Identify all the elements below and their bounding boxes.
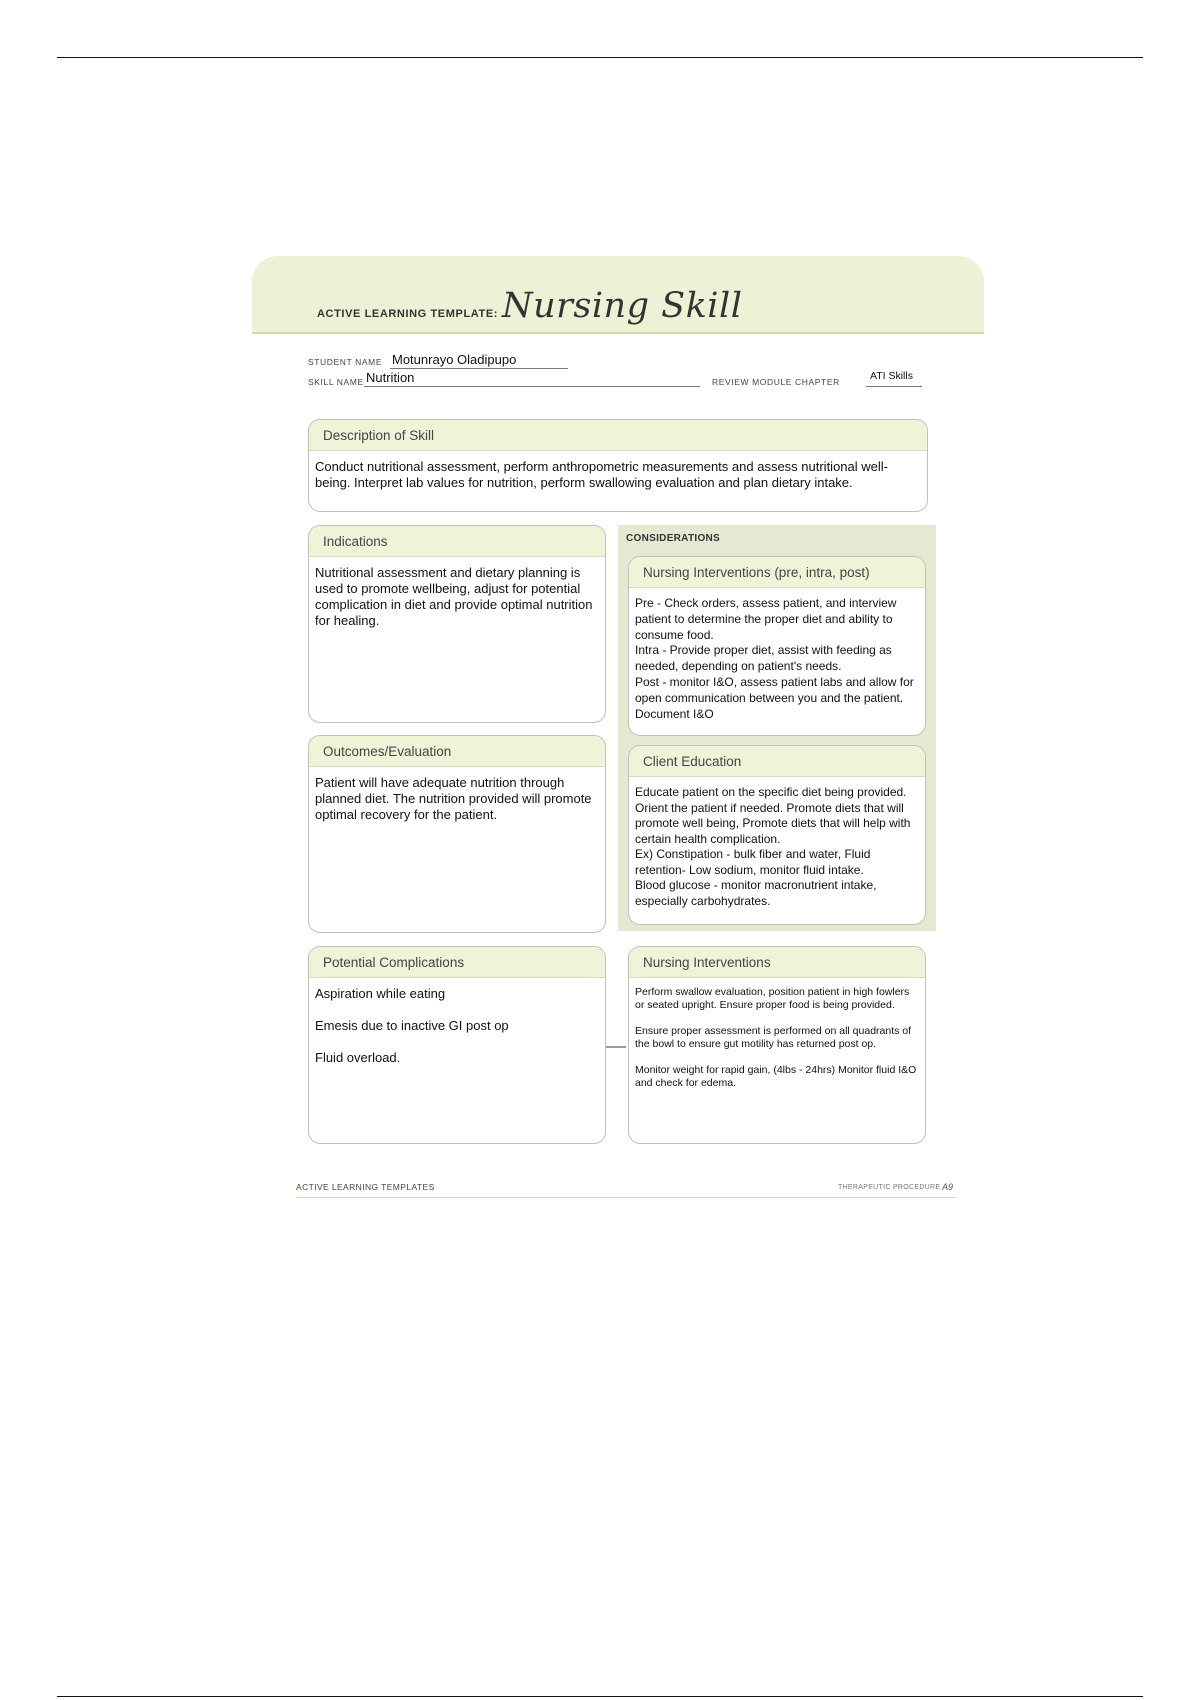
template-sheet [252,256,984,1196]
skill-name-label: SKILL NAME [308,377,364,387]
interventions-pre-intra-post-heading: Nursing Interventions (pre, intra, post) [629,557,925,588]
footer-left: ACTIVE LEARNING TEMPLATES [296,1182,435,1192]
review-module-value: ATI Skills [870,370,913,382]
page-top-rule [57,57,1143,58]
footer-rule [296,1197,956,1198]
review-module-label: REVIEW MODULE CHAPTER [712,377,840,387]
footer-right: THERAPEUTIC PROCEDURE [838,1184,941,1191]
nursing-interventions-text: Perform swallow evaluation, position patient in high fowlers or seated upright. Ensure proper food is being provided. Ensure proper assessment is performed on all quadrants of the bowl to ensure gut motility has returned post op. Monitor weight for rapid gain, (4lbs - 24hrs) Monitor fluid I&O and check for edema. [635,986,917,1089]
complications-box [308,946,606,1144]
connector-line [606,1046,626,1048]
client-education-text: Educate patient on the specific diet being provided. Orient the patient if needed. Promote diets that will promote well being, Promote diets that will help with certain health complication. Ex) Constipation - bulk fiber and water, Fluid retention- Low sodium, monitor fluid intake. Blood glucose - monitor macronutrient intake, especially carbohydrates. [635,785,911,908]
indications-heading: Indications [309,526,605,557]
indications-box [308,525,606,723]
page-bottom-rule [57,1696,1143,1697]
complications-heading: Potential Complications [309,947,605,978]
client-education-box [628,745,926,925]
student-name-label: STUDENT NAME [308,357,383,367]
skill-name-value: Nutrition [366,370,415,385]
template-prefix: ACTIVE LEARNING TEMPLATE: [317,308,499,320]
outcomes-heading: Outcomes/Evaluation [309,736,605,767]
footer-page-number: A9 [942,1182,954,1192]
student-name-value: Motunrayo Oladipupo [392,352,517,367]
description-heading: Description of Skill [309,420,927,451]
template-title: Nursing Skill [502,286,743,326]
student-name-line [390,368,568,369]
indications-text: Nutritional assessment and dietary planning is used to promote wellbeing, adjust for potential complication in diet and provide optimal nutrition for healing. [315,565,593,628]
client-education-heading: Client Education [629,746,925,777]
outcomes-box [308,735,606,933]
outcomes-text: Patient will have adequate nutrition through planned diet. The nutrition provided will promote optimal recovery for the patient. [315,775,592,822]
description-box [308,419,928,512]
complications-text: Aspiration while eating Emesis due to inactive GI post op Fluid overload. [315,986,509,1065]
description-text: Conduct nutritional assessment, perform anthropometric measurements and assess nutritional well-being. Interpret lab values for nutrition, perform swallowing evaluation and plan dietary intake. [315,459,888,490]
skill-name-line [364,386,700,387]
interventions-pre-intra-post-text: Pre - Check orders, assess patient, and interview patient to determine the proper diet and ability to consume food. Intra - Provide proper diet, assist with feeding as needed, depending on patient's needs. Post - monitor I&O, assess patient labs and allow for open communication between you and the patient. Document I&O [635,596,914,721]
interventions-pre-intra-post-box [628,556,926,736]
template-header [252,256,984,334]
nursing-interventions-box [628,946,926,1144]
considerations-label: CONSIDERATIONS [626,533,721,544]
nursing-interventions-heading: Nursing Interventions [629,947,925,978]
review-module-line [866,386,922,387]
